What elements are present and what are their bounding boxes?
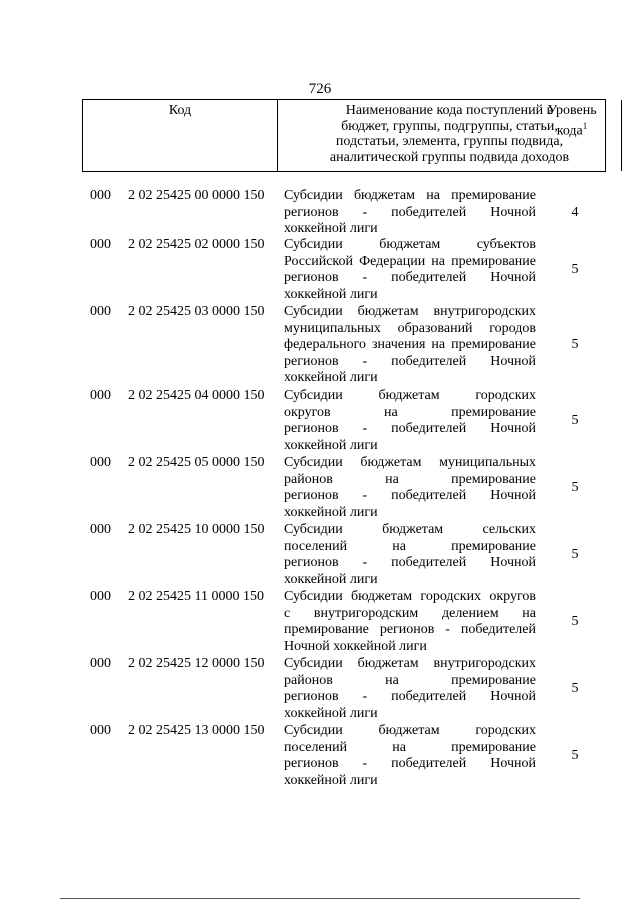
header-level: [539, 100, 605, 171]
revenue-name: [284, 656, 536, 722]
footnote-marker: 1: [582, 120, 588, 131]
revenue-name-line: Российской Федерации на премирование: [284, 253, 536, 269]
table-header: [82, 99, 606, 172]
revenue-name-line: районов на премирование: [284, 672, 536, 688]
header-name-line: бюджет, группы, подгруппы, статьи,: [341, 118, 558, 134]
revenue-code: 2 02 25425 02 0000 150: [128, 237, 265, 252]
revenue-name: [284, 589, 536, 655]
revenue-name-line: Субсидии бюджетам городских: [284, 388, 536, 403]
admin-code: 000: [90, 589, 111, 604]
header-level-line2: [539, 119, 605, 139]
header-name-line: аналитической группы подвида доходов: [329, 149, 570, 165]
code-level: 5: [571, 479, 579, 495]
revenue-name-line: Субсидии бюджетам сельских: [284, 522, 536, 537]
revenue-name-line: хоккейной лиги: [284, 286, 378, 302]
revenue-code: 2 02 25425 00 0000 150: [128, 188, 265, 203]
revenue-name-line: районов на премирование: [284, 471, 536, 487]
revenue-name: [284, 522, 536, 588]
revenue-name: [284, 455, 536, 521]
revenue-name: [284, 237, 536, 303]
revenue-name: [284, 188, 536, 238]
revenue-name-line: муниципальных образований городов: [284, 320, 536, 336]
revenue-name-line: поселений на премирование: [284, 739, 536, 755]
revenue-name-line: Ночной хоккейной лиги: [284, 638, 427, 654]
revenue-name-line: Субсидии бюджетам городских округов: [284, 589, 536, 604]
header-code-label: Код: [168, 103, 192, 118]
revenue-name-line: Субсидии бюджетам городских: [284, 723, 536, 738]
revenue-name: [284, 723, 536, 789]
header-name-line: подстатьи, элемента, группы подвида,: [335, 134, 564, 149]
admin-code: 000: [90, 304, 111, 319]
code-level: 5: [571, 412, 579, 428]
revenue-name-line: Субсидии бюджетам муниципальных: [284, 455, 536, 470]
code-level: 5: [571, 337, 579, 352]
revenue-name-line: хоккейной лиги: [284, 772, 378, 788]
revenue-name-line: Субсидии бюджетам внутригородских: [284, 304, 536, 319]
header-code: [83, 100, 278, 171]
admin-code: 000: [90, 188, 111, 203]
revenue-name-line: с внутригородским делением на: [284, 605, 536, 621]
revenue-name-line: Субсидии бюджетам внутригородских: [284, 656, 536, 671]
revenue-name-line: регионов - победителей Ночной: [284, 421, 536, 436]
revenue-name-line: регионов - победителей Ночной: [284, 204, 536, 220]
revenue-name: [284, 304, 536, 387]
admin-code: 000: [90, 656, 111, 671]
revenue-code: 2 02 25425 11 0000 150: [128, 589, 264, 604]
revenue-code: 2 02 25425 05 0000 150: [128, 455, 265, 470]
revenue-code: 2 02 25425 10 0000 150: [128, 522, 265, 537]
page-number: 726: [308, 81, 332, 97]
code-level: 5: [571, 613, 579, 629]
revenue-name-line: регионов - победителей Ночной: [284, 270, 536, 285]
code-level: 5: [571, 747, 579, 763]
revenue-name-line: федерального значения на премирование: [284, 337, 536, 352]
admin-code: 000: [90, 455, 111, 470]
admin-code: 000: [90, 723, 111, 738]
revenue-name-line: Субсидии бюджетам субъектов: [284, 237, 536, 252]
revenue-code: 2 02 25425 04 0000 150: [128, 388, 265, 403]
code-level: 5: [571, 261, 579, 277]
revenue-name-line: хоккейной лиги: [284, 504, 378, 520]
revenue-name-line: регионов - победителей Ночной: [284, 488, 536, 503]
admin-code: 000: [90, 237, 111, 252]
revenue-name-line: регионов - победителей Ночной: [284, 353, 536, 369]
revenue-name-line: хоккейной лиги: [284, 221, 378, 236]
revenue-name-line: хоккейной лиги: [284, 571, 378, 587]
revenue-name-line: хоккейной лиги: [284, 437, 378, 453]
header-level-line: Уровень: [547, 103, 597, 118]
code-level: 5: [571, 546, 579, 562]
revenue-name-line: округов на премирование: [284, 404, 536, 420]
revenue-name-line: регионов - победителей Ночной: [284, 756, 536, 771]
revenue-code: 2 02 25425 12 0000 150: [128, 656, 265, 671]
revenue-name-line: премирование регионов - победителей: [284, 622, 536, 637]
code-level: 4: [571, 204, 579, 220]
revenue-name-line: хоккейной лиги: [284, 705, 378, 721]
revenue-name-line: поселений на премирование: [284, 538, 536, 554]
header-level-word: кода: [556, 123, 583, 139]
revenue-name-line: регионов - победителей Ночной: [284, 689, 536, 704]
revenue-name: [284, 388, 536, 454]
revenue-name-line: Субсидии бюджетам на премирование: [284, 188, 536, 203]
revenue-name-line: регионов - победителей Ночной: [284, 555, 536, 570]
admin-code: 000: [90, 522, 111, 537]
header-name-line: Наименование кода поступлений в: [345, 103, 554, 118]
scan-edge-line: [60, 898, 580, 899]
revenue-code: 2 02 25425 13 0000 150: [128, 723, 265, 738]
admin-code: 000: [90, 388, 111, 403]
code-level: 5: [571, 680, 579, 696]
revenue-code: 2 02 25425 03 0000 150: [128, 304, 265, 319]
revenue-name-line: хоккейной лиги: [284, 370, 378, 385]
